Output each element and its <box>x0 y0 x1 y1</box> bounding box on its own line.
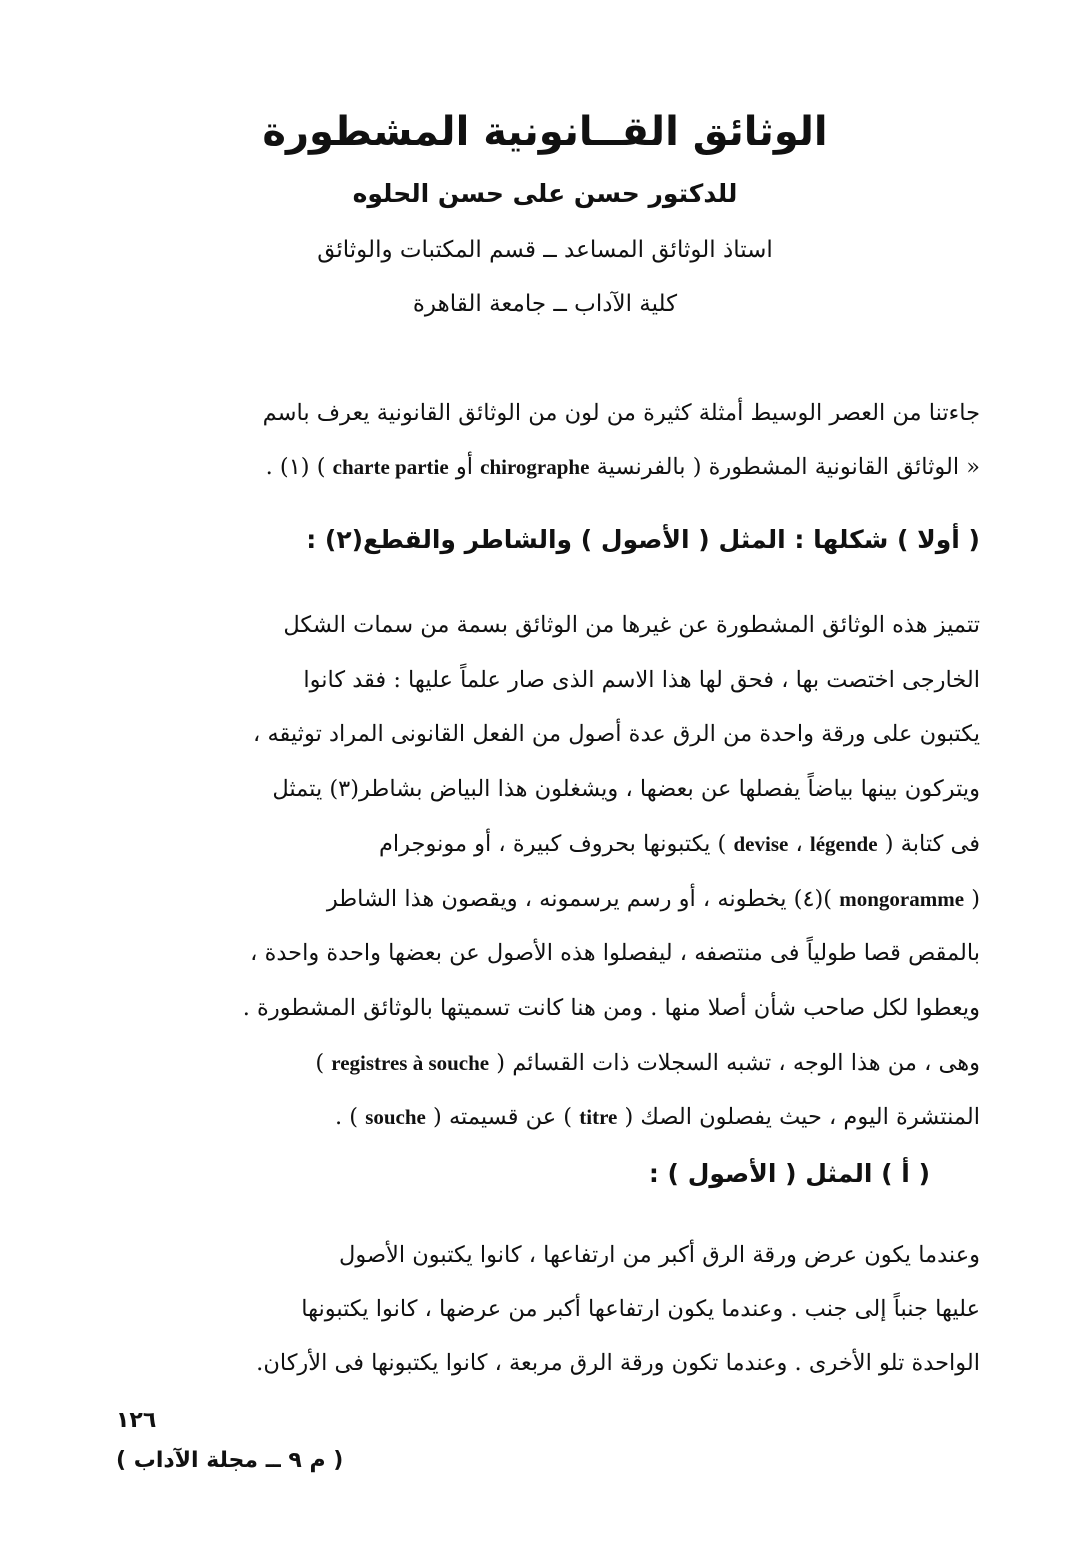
latin-term: titre <box>579 1105 618 1130</box>
text-segment: ) عن قسيمته ( <box>433 1104 573 1131</box>
author-affiliation-faculty: كلية الآداب ــ جامعة القاهرة <box>412 291 678 317</box>
body-line <box>112 817 980 872</box>
body-paragraph <box>112 1228 980 1390</box>
body-line: يكتبون على ورقة واحدة من الرق عدة أصول من الفعل القانونى المراد توثيقه ، <box>253 721 980 748</box>
body-line: وعندما يكون عرض ورقة الرق أكبر من ارتفاعها ، كانوا يكتبون الأصول <box>338 1242 980 1268</box>
body-line <box>112 872 980 927</box>
body-line <box>112 1090 980 1145</box>
intro-paragraph <box>112 386 980 494</box>
latin-term: mongoramme <box>839 886 965 911</box>
text-segment: وهى ، من هذا الوجه ، تشبه السجلات ذات القسائم ( <box>496 1049 980 1076</box>
body-line: تتميز هذه الوثائق المشطورة عن غيرها من الوثائق بسمة من سمات الشكل <box>283 612 980 638</box>
latin-term: légende <box>809 831 878 856</box>
intro-line: جاءتنا من العصر الوسيط أمثلة كثيرة من لون من الوثائق القانونية يعرف باسم <box>262 400 980 426</box>
text-segment: ) يكتبونها بحروف كبيرة ، أو مونوجرام <box>378 830 727 857</box>
text-segment: « الوثائق القانونية المشطورة ( بالفرنسية <box>596 454 980 480</box>
text-segment: )(٤) يخطونه ، أو رسم يرسمونه ، ويقصون هذا الشاطر <box>326 885 833 912</box>
text-segment: فى كتابة ( <box>884 830 980 857</box>
latin-term: souche <box>365 1105 426 1130</box>
text-segment: أو <box>455 454 473 480</box>
subsection-heading: ( أ ) المثل ( الأصول ) : <box>648 1159 930 1188</box>
intro-line <box>112 440 980 494</box>
body-line: الواحدة تلو الأخرى . وعندما تكون ورقة الرق مربعة ، كانوا يكتبونها فى الأركان. <box>256 1350 980 1376</box>
body-line: ويتركون بينها بياضاً يفصلها عن بعضها ، ويشغلون هذا البياض بشاطر(٣) يتمثل <box>272 776 980 803</box>
author-affiliation-department: استاذ الوثائق المساعد ــ قسم المكتبات والوثائق <box>317 237 773 263</box>
latin-term: registres à souche <box>331 1050 490 1075</box>
section-heading: ( أولا ) شكلها : المثل ( الأصول ) والشاطر والقطع(٢) : <box>306 525 980 554</box>
article-title: الوثائق القــانونية المشطورة <box>262 109 828 155</box>
body-line: الخارجى اختصت بها ، فحق لها هذا الاسم الذى صار علماً عليها : فقد كانوا <box>303 666 980 693</box>
text-segment: ) (١) . <box>265 454 326 480</box>
latin-term: charte partie <box>332 455 449 479</box>
journal-signature: ( م ٩ ــ مجلة الآداب ) <box>116 1448 344 1473</box>
author-name: للدكتور حسن على حسن الحلوه <box>352 179 738 208</box>
body-line: ويعطوا لكل صاحب شأن أصلا منها . ومن هنا كانت تسميتها بالوثائق المشطورة . <box>242 994 980 1021</box>
body-line <box>112 1036 980 1091</box>
text-segment: المنتشرة اليوم ، حيث يفصلون الصك ( <box>624 1104 980 1131</box>
latin-term: devise <box>733 831 789 856</box>
text-segment: ( <box>971 885 980 912</box>
text-segment: ، <box>795 830 803 857</box>
page-number: ١٢٦ <box>116 1408 157 1433</box>
latin-term: chirographe <box>480 455 590 479</box>
body-line: بالمقص قصا طولياً فى منتصفه ، ليفصلوا هذه الأصول عن بعضها واحدة واحدة ، <box>250 940 980 967</box>
body-paragraph <box>112 598 980 1145</box>
body-line: عليها جنباً إلى جنب . وعندما يكون ارتفاعها أكبر من عرضها ، كانوا يكتبونها <box>301 1296 980 1322</box>
text-segment: ) . <box>334 1104 359 1131</box>
text-segment: ) <box>315 1049 325 1076</box>
